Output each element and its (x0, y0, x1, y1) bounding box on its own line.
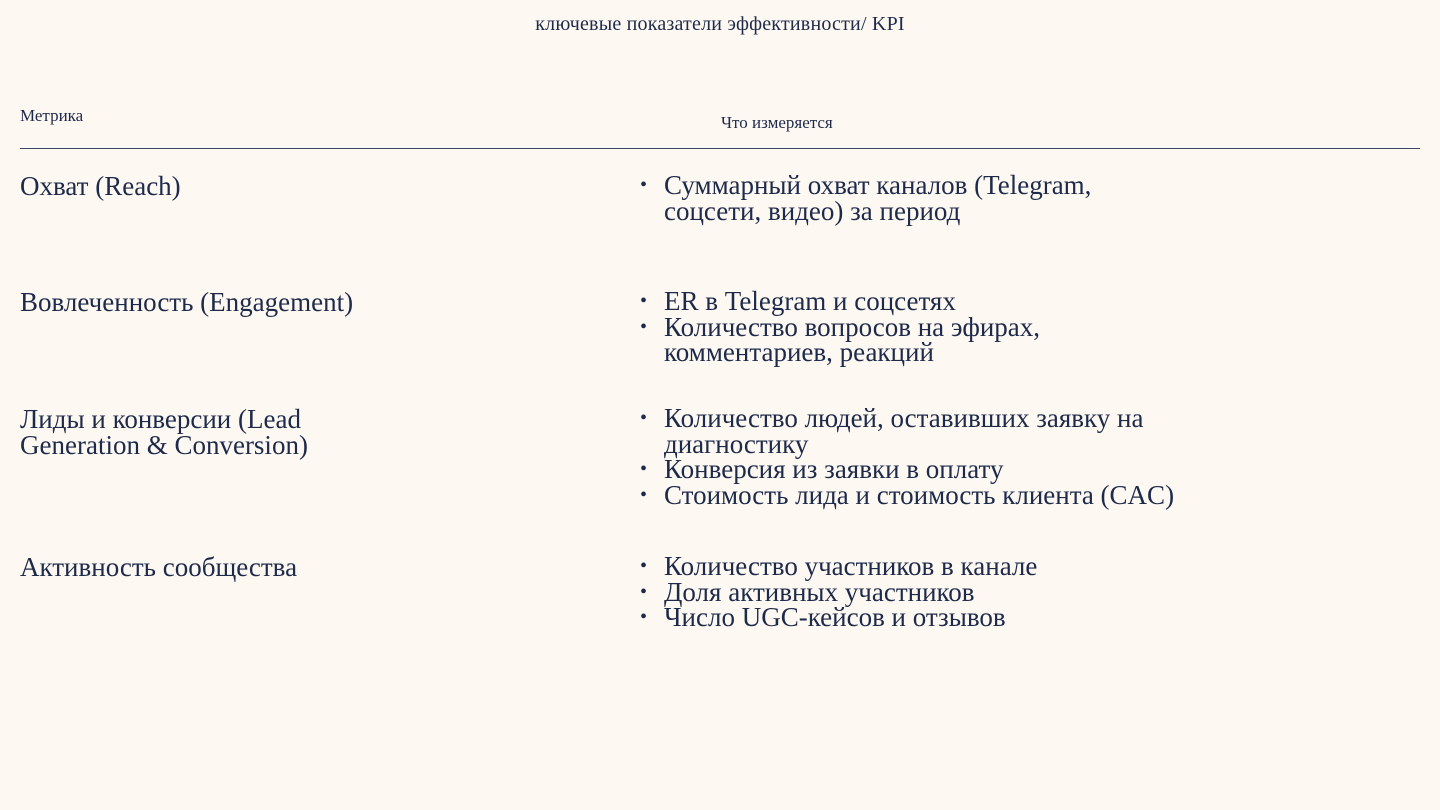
measured-list (636, 403, 1176, 510)
bullet-icon: • (640, 290, 648, 312)
bullet-icon: • (640, 315, 648, 338)
list-item (636, 311, 1176, 367)
measured-list (636, 170, 1176, 226)
column-header-metric: Метрика (20, 106, 84, 125)
bullet-icon: • (640, 555, 648, 577)
list-item-text: Суммарный охват каналов (Telegram, соцсети, видео) за период (664, 170, 1092, 226)
list-item-text: Стоимость лида и стоимость клиента (CAC) (664, 479, 1175, 510)
list-item (636, 403, 1176, 459)
bullet-icon: • (640, 458, 648, 480)
list-item-text: Количество людей, оставивших заявку на диагностику (664, 403, 1144, 459)
header-divider (20, 148, 1420, 149)
metric-cell: Охват (Reach) (20, 171, 181, 201)
column-header-measured: Что измеряется (721, 113, 833, 132)
list-item-text: Количество вопросов на эфирах, комментариев, реакций (664, 311, 1041, 367)
bullet-icon: • (640, 174, 648, 196)
measured-list (636, 286, 1176, 367)
bullet-icon: • (640, 580, 648, 603)
bullet-icon: • (640, 606, 648, 628)
list-item (636, 170, 1176, 226)
list-item-text: ER в Telegram и соцсетях (664, 286, 956, 316)
measured-list (636, 551, 1176, 632)
list-item-text: Конверсия из заявки в оплату (664, 454, 1004, 484)
page-title: ключевые показатели эффективности/ KPI (535, 13, 905, 35)
list-item (636, 479, 1176, 510)
list-item-text: Число UGC-кейсов и отзывов (664, 602, 1006, 632)
metric-cell: Лиды и конверсии (Lead Generation & Conversion) (20, 404, 308, 460)
list-item (636, 602, 1176, 632)
metric-cell: Активность сообщества (20, 552, 298, 582)
list-item-text: Количество участников в канале (664, 551, 1038, 581)
bullet-icon: • (640, 483, 648, 506)
list-item-text: Доля активных участников (664, 576, 975, 607)
bullet-icon: • (640, 407, 648, 429)
metric-cell: Вовлеченность (Engagement) (20, 287, 354, 317)
